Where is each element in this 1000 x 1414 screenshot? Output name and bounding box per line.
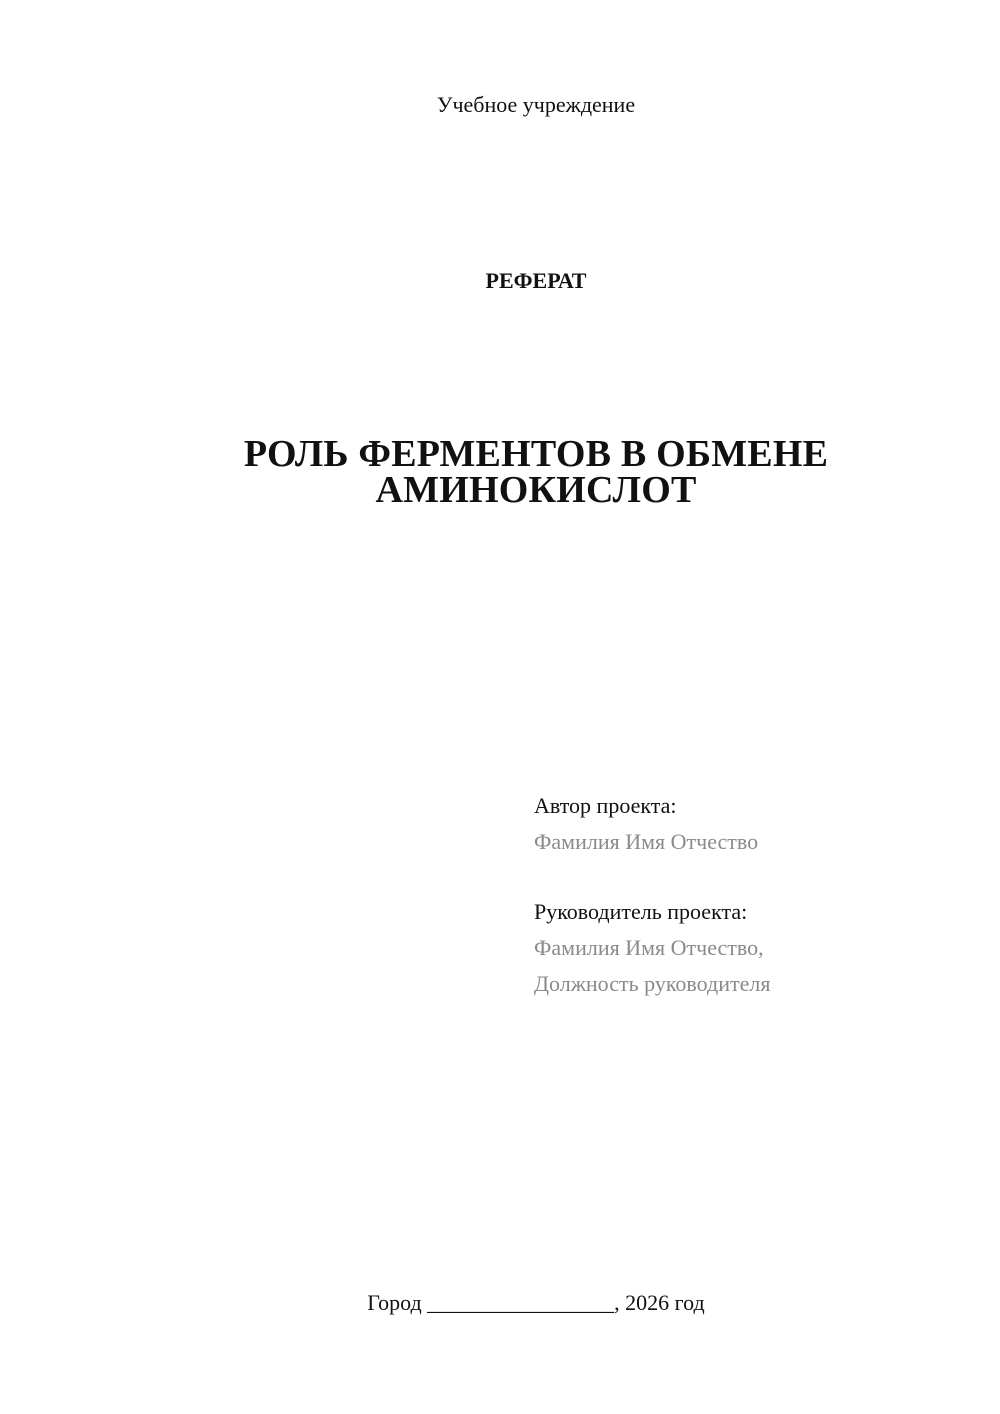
supervisor-label: Руководитель проекта: <box>534 899 748 924</box>
author-name: Фамилия Имя Отчество <box>534 829 759 854</box>
spacer <box>534 860 974 894</box>
document-title <box>0 433 1000 511</box>
supervisor-position: Должность руководителя <box>534 971 771 996</box>
supervisor-name: Фамилия Имя Отчество, <box>534 935 764 960</box>
institution-name: Учебное учреждение <box>436 92 636 117</box>
document-type: РЕФЕРАТ <box>485 268 587 293</box>
city-year-line: Город _________________, 2026 год <box>367 1290 705 1315</box>
document-title-line-2: АМИНОКИСЛОТ <box>375 469 697 511</box>
project-info <box>534 788 974 1002</box>
author-label: Автор проекта: <box>534 793 677 818</box>
document-title-line-1: РОЛЬ ФЕРМЕНТОВ В ОБМЕНЕ <box>243 433 829 475</box>
